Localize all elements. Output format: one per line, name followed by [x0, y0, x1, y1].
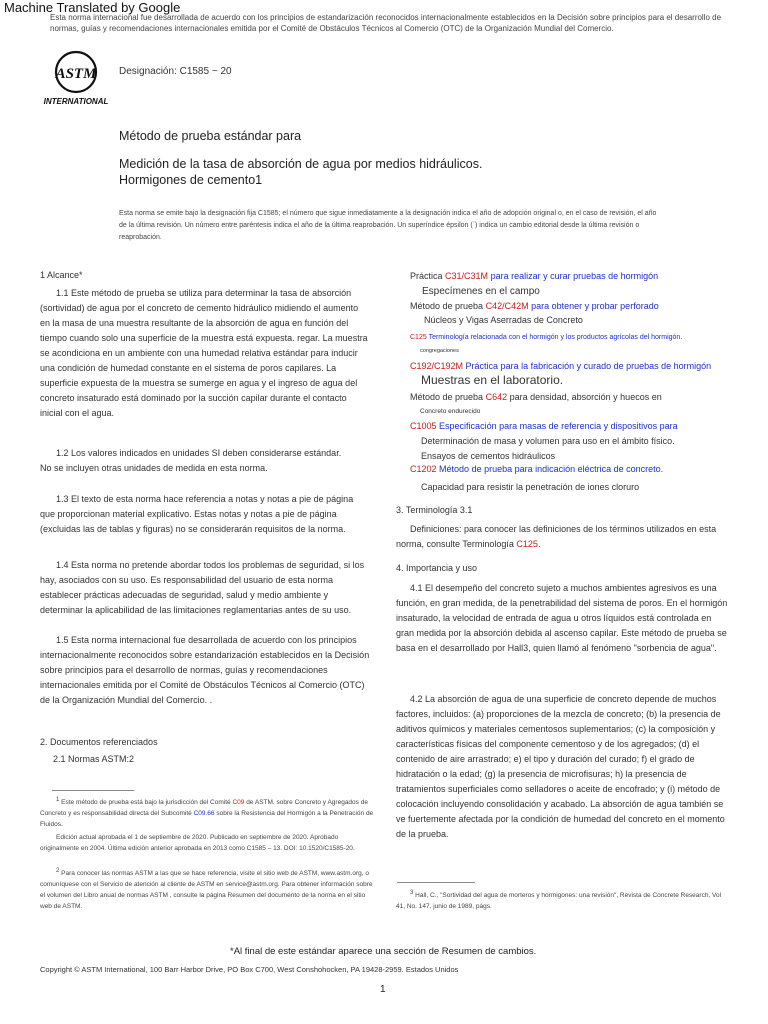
- docs-subheading: 2.1 Normas ASTM:2: [53, 754, 135, 764]
- ref-c192: C192/C192M Práctica para la fabricación y curado de pruebas de hormigón: [410, 361, 712, 371]
- ref-c1202-cont: Capacidad para resistir la penetración de iones cloruro: [421, 482, 640, 492]
- para-4-2: 4.2 La absorción de agua de una superficie de concreto depende de muchos factores, incluidos: (a) proporciones de la mezcla de concreto; (b) la presencia de aditivos químicos y materiales cementosos suplementarios; (c) la composición y características físicas del componente cementoso y de los agregados; (d) el contenido de aire arrastrado; e) el tipo y duración del curado; f) el grado de hidratación o la edad; (g) la presencia de microfisuras; h) la presencia de tratamientos superficiales como selladores o aceite de encofrado; y (i) método de colocación incluyendo consolidación y acabado. La absorción de agua también se ve fuertemente afectada por la condición de humedad del concreto en el momento de la prueba.: [396, 694, 725, 839]
- link-c0966[interactable]: C09.66: [193, 810, 215, 818]
- copyright: Copyright © ASTM International, 100 Barr Harbor Drive, PO Box C700, West Conshohocken, PA 19428-2959. Estados Unidos: [40, 965, 459, 974]
- astm-logo: [40, 48, 112, 108]
- title-line-1: Método de prueba estándar para: [119, 129, 302, 143]
- terminology-heading: 3. Terminología 3.1: [396, 505, 473, 515]
- title-line-2: Medición de la tasa de absorción de agua por medios hidráulicos.: [119, 157, 483, 171]
- scope-heading: 1 Alcance*: [40, 270, 83, 280]
- issue-note: Esta norma se emite bajo la designación fija C1585; el número que sigue inmediatamente a la designación indica el año de adopción original o, en el caso de revisión, el año de la última revisión. Un número entre paréntesis indica el año de la última reaprobación. Un superíndice épsilon (´) indica un cambio editorial desde la última revisión o reaprobación.: [119, 210, 657, 241]
- machine-translated-label: Machine Translated by Google: [4, 0, 181, 15]
- footnote-3: 3 Hall, C., "Sortividad del agua de morteros y hormigones: una revisión", Revista de Concrete Research, Vol 41, No. 147, junio de 1989, págs.: [396, 890, 722, 911]
- link-c31[interactable]: C31/C31M: [445, 271, 489, 281]
- ref-c1005: C1005 Especificación para masas de referencia y dispositivos para: [410, 421, 678, 431]
- link-c1005[interactable]: C1005: [410, 421, 437, 431]
- ref-c42-cont: Núcleos y Vigas Aserradas de Concreto: [424, 315, 583, 325]
- para-4-1: 4.1 El desempeño del concreto sujeto a muchos ambientes agresivos es una función, en gran medida, de la penetrabilidad del sistema de poros. En el hormigón insaturado, la velocidad de entrada de agua u otros líquidos está controlada en gran medida por la absorción debida al ascenso capilar. Este método de prueba se basa en el desarrollado por Hall3, quien llamó al fenómeno "sorbencia de agua".: [396, 583, 728, 653]
- para-1-3: 1.3 El texto de esta norma hace referencia a notas y notas a pie de página que proporcionan material explicativo. Estas notas y notas a pie de página (excluidas las de tablas y figuras) no se considerarán requisitos de la norma.: [40, 494, 354, 534]
- para-1-5: 1.5 Esta norma internacional fue desarrollada de acuerdo con los principios internacionalmente reconocidos sobre estandarización establecidos en la Decisión sobre principios para el desarrollo de normas, guías y recomendaciones internacionales emitida por el Comité de Obstáculos Técnicos al Comercio (OTC) de la Organización Mundial del Comercio. .: [40, 635, 370, 705]
- link-c09[interactable]: C09: [232, 799, 245, 807]
- link-c125[interactable]: C125: [410, 334, 427, 341]
- link-c42[interactable]: C42/C42M: [485, 301, 529, 311]
- ref-c1202: C1202 Método de prueba para indicación eléctrica de concreto.: [410, 464, 664, 474]
- para-1-1: 1.1 Este método de prueba se utiliza para determinar la tasa de absorción (sortividad) de agua por el concreto de cemento hidráulico midiendo el aumento en la masa de una muestra resultante de la absorción de agua en función del tiempo cuando solo una superficie de la muestra está expuesta. regar. La muestra se acondiciona en un ambiente con una humedad relativa estándar para inducir una condición de humedad constante en el sistema de poros capilares. La superficie expuesta de la muestra se sumerge en agua y el ingreso de agua del concreto insaturado está dominado por la succión capilar durante el contacto inicial con el agua.: [40, 288, 368, 418]
- ref-c192-cont: Muestras en el laboratorio.: [421, 373, 564, 387]
- link-c192[interactable]: C192/C192M: [410, 361, 464, 371]
- link-c125-term[interactable]: C125: [516, 539, 538, 549]
- link-c1202[interactable]: C1202: [410, 464, 437, 474]
- ref-c125-cont: congregaciones: [420, 348, 459, 354]
- importance-heading: 4. Importancia y uso: [396, 563, 478, 573]
- title-line-3: Hormigones de cemento1: [119, 173, 263, 187]
- ref-c642: Método de prueba C642 para densidad, absorción y huecos en: [410, 392, 662, 402]
- ref-c31: Práctica C31/C31M para realizar y curar pruebas de hormigón: [410, 271, 659, 281]
- ref-c42: Método de prueba C42/C42M para obtener y probar perforado: [410, 301, 659, 311]
- designation: Designación: C1585 − 20: [119, 66, 232, 77]
- summary-note: *Al final de este estándar aparece una sección de Resumen de cambios.: [230, 946, 537, 957]
- footnote-rule-right: [397, 882, 475, 883]
- top-note: Esta norma internacional fue desarrollada de acuerdo con los principios de estandarización reconocidos internacionalmente establecidos en la Decisión sobre principios para el desarrollo de normas, guías y recomendaciones internacionales emitida por el Comité de Obstáculos Técnicos al Comercio (OTC) de la Organización Mundial del Comercio.: [50, 13, 722, 33]
- svg-text:INTERNATIONAL: INTERNATIONAL: [43, 97, 109, 106]
- footnote-rule-left: [52, 790, 134, 791]
- link-c642[interactable]: C642: [485, 392, 508, 402]
- ref-c31-cont: Especímenes en el campo: [422, 286, 540, 297]
- svg-text:ASTM: ASTM: [55, 66, 97, 82]
- footnote-1: 1 Este método de prueba está bajo la jurisdicción del Comité C09 de ASTM. sobre Concreto y Agregados de Concreto y es responsabilidad directa del Subcomité C09.66 sobre la Resistencia del Hormigón a la Penetración de Fluidos. Edición actual aprobada el 1 de septiembre de 2020. Publicado en septiembre de 2020. Aprobado originalmente en 2004. Última edición anterior aprobada en 2013 como C1585 – 13. DOI: 10.1520/C1585-20.: [40, 797, 374, 853]
- ref-c125: C125 Terminología relacionada con el hormigón y los productos agrícolas del hormigón.: [410, 334, 683, 341]
- title-block: [119, 156, 539, 188]
- docs-heading: 2. Documentos referenciados: [40, 737, 158, 747]
- footnote-2: 2 Para conocer las normas ASTM a las que se hace referencia, visite el sitio web de ASTM, www.astm.org, o comuníquese con el Servicio de atención al cliente de ASTM en service@astm.org. Para obtener información sobre el volumen del Libro anual de normas ASTM , consulte la página Resumen del documento de la norma en el sitio web de ASTM.: [40, 868, 373, 911]
- terminology-text: Definiciones: para conocer las definiciones de los términos utilizados en esta norma, consulte Terminología C125.: [396, 524, 717, 549]
- ref-c642-cont: Concreto endurecido: [420, 408, 481, 415]
- ref-c1005-cont-2: Ensayos de cementos hidráulicos: [421, 451, 556, 461]
- para-1-2: 1.2 Los valores indicados en unidades SI deben considerarse estándar. No se incluyen otras unidades de medida en esta norma.: [40, 448, 342, 473]
- ref-c1005-cont-1: Determinación de masa y volumen para uso en el ámbito físico.: [421, 436, 675, 446]
- para-1-4: 1.4 Esta norma no pretende abordar todos los problemas de seguridad, si los hay, asociados con su uso. Es responsabilidad del usuario de esta norma establecer prácticas adecuadas de seguridad, salud y medio ambiente y determinar la aplicabilidad de las limitaciones reglamentarias antes de su uso.: [40, 560, 365, 615]
- page-number: 1: [380, 984, 386, 995]
